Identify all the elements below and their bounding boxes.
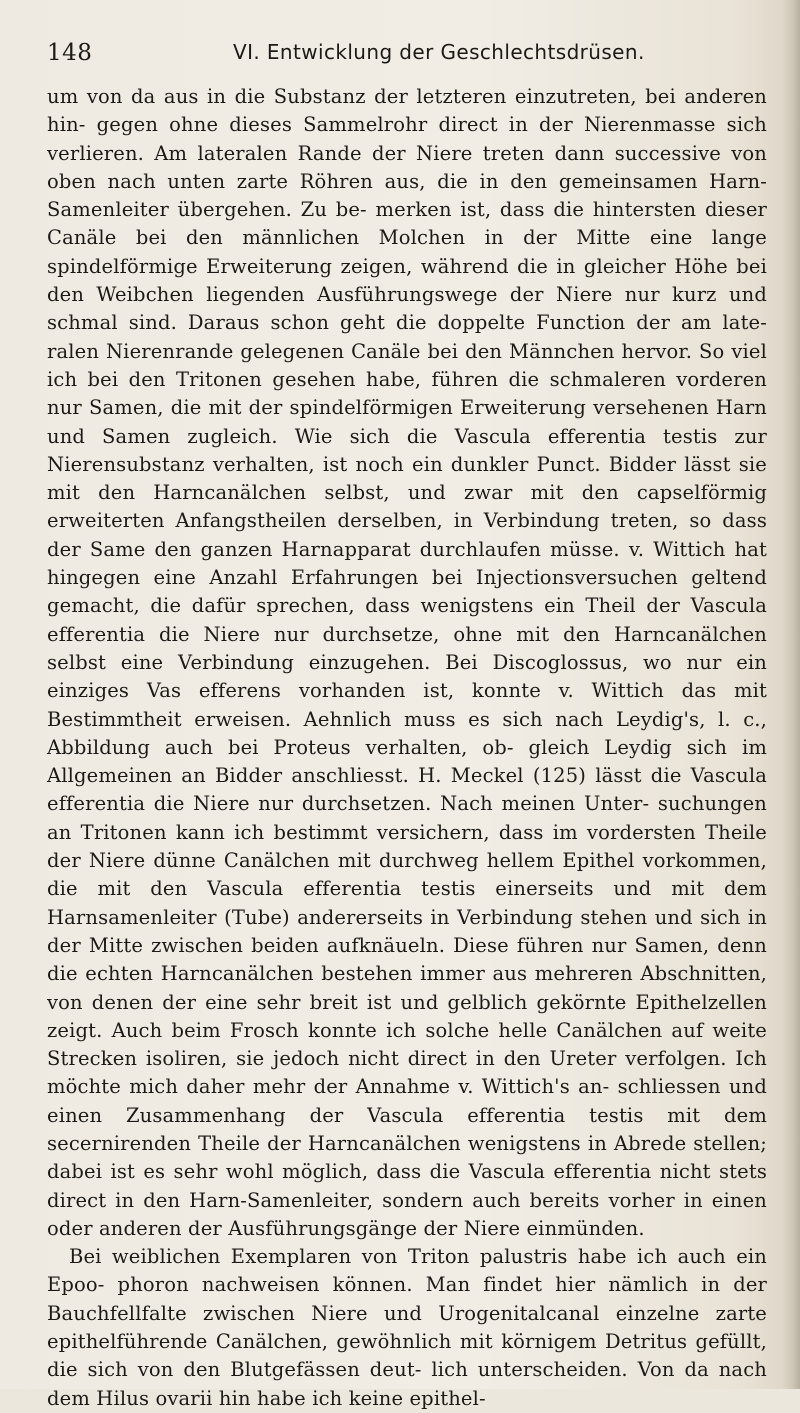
paragraph-1: um von da aus in die Substanz der letzteren einzutreten, bei anderen hin- gegen ohne dieses Sammelrohr direct in der Nierenmasse sich verlieren. Am lateralen Rande der Niere treten dann successive von oben nach unten zarte Röhren aus, die in den gemeinsamen Harn-Samenleiter übergehen. Zu be- merken ist, dass die hintersten dieser Canäle bei den männlichen Molchen in der Mitte eine lange spindelförmige Erweiterung zeigen, während die in gleicher Höhe bei den Weibchen liegenden Ausführungswege der Niere nur kurz und schmal sind. Daraus schon geht die doppelte Function der am late- ralen Nierenrande gelegenen Canäle bei den Männchen hervor. So viel ich bei den Tritonen gesehen habe, führen die schmaleren vorderen nur Samen, die mit der spindelförmigen Erweiterung versehenen Harn und Samen zugleich. Wie sich die Vascula efferentia testis zur Nierensubstanz verhalten, ist noch ein dunkler Punct. Bidder lässt sie mit den Harncanälchen selbst, und zwar mit den capselförmig erweiterten Anfangstheilen derselben, in Verbindung treten, so dass der Same den ganzen Harnapparat durchlaufen müsse. v. Wittich hat hingegen eine Anzahl Erfahrungen bei Injectionsversuchen geltend gemacht, die dafür sprechen, dass wenigstens ein Theil der Vascula efferentia die Niere nur durchsetze, ohne mit den Harncanälchen selbst eine Verbindung einzugehen. Bei Discoglossus, wo nur ein einziges Vas efferens vorhanden ist, konnte v. Wittich das mit Bestimmtheit erweisen. Aehnlich muss es sich nach Leydig's, l. c., Abbildung auch bei Proteus verhalten, ob- gleich Leydig sich im Allgemeinen an Bidder anschliesst. H. Meckel (125) lässt die Vascula efferentia die Niere nur durchsetzen. Nach meinen Unter- suchungen an Tritonen kann ich bestimmt versichern, dass im vordersten Theile der Niere dünne Canälchen mit durchweg hellem Epithel vorkommen, die mit den Vascula efferentia testis einerseits und mit dem Harnsamenleiter (Tube) andererseits in Verbindung stehen und sich in der Mitte zwischen beiden aufknäueln. Diese führen nur Samen, denn die echten Harncanälchen bestehen immer aus mehreren Abschnitten, von denen der eine sehr breit ist und gelblich gekörnte Epithelzellen zeigt. Auch beim Frosch konnte ich solche helle Canälchen auf weite Strecken isoliren, sie jedoch nicht direct in den Ureter verfolgen. Ich möchte mich daher mehr der Annahme v. Wittich's an- schliessen und einen Zusammenhang der Vascula efferentia testis mit dem secernirenden Theile der Harncanälchen wenigstens in Abrede stellen; dabei ist es sehr wohl möglich, dass die Vascula efferentia nicht stets direct in den Harn-Samenleiter, sondern auch bereits vorher in einen oder anderen der Ausführungsgänge der Niere einmünden. xyxy=(47,85,767,1240)
running-head: VI. Entwicklung der Geschlechtsdrüsen. xyxy=(233,40,645,64)
paragraph-2: Bei weiblichen Exemplaren von Triton palustris habe ich auch ein Epoo- phoron nachweisen können. Man findet hier nämlich in der Bauchfellfalte zwischen Niere und Urogenitalcanal einzelne zarte epithelführende Canälchen, gewöhnlich mit körnigem Detritus gefüllt, die sich von den Blutgefässen deut- lich unterscheiden. Von da nach dem Hilus ovarii hin habe ich keine epithel- xyxy=(47,1245,767,1410)
page-header xyxy=(47,40,767,80)
page-number: 148 xyxy=(47,40,93,66)
page-edge-shadow xyxy=(782,0,800,1389)
body-text xyxy=(47,83,767,1413)
